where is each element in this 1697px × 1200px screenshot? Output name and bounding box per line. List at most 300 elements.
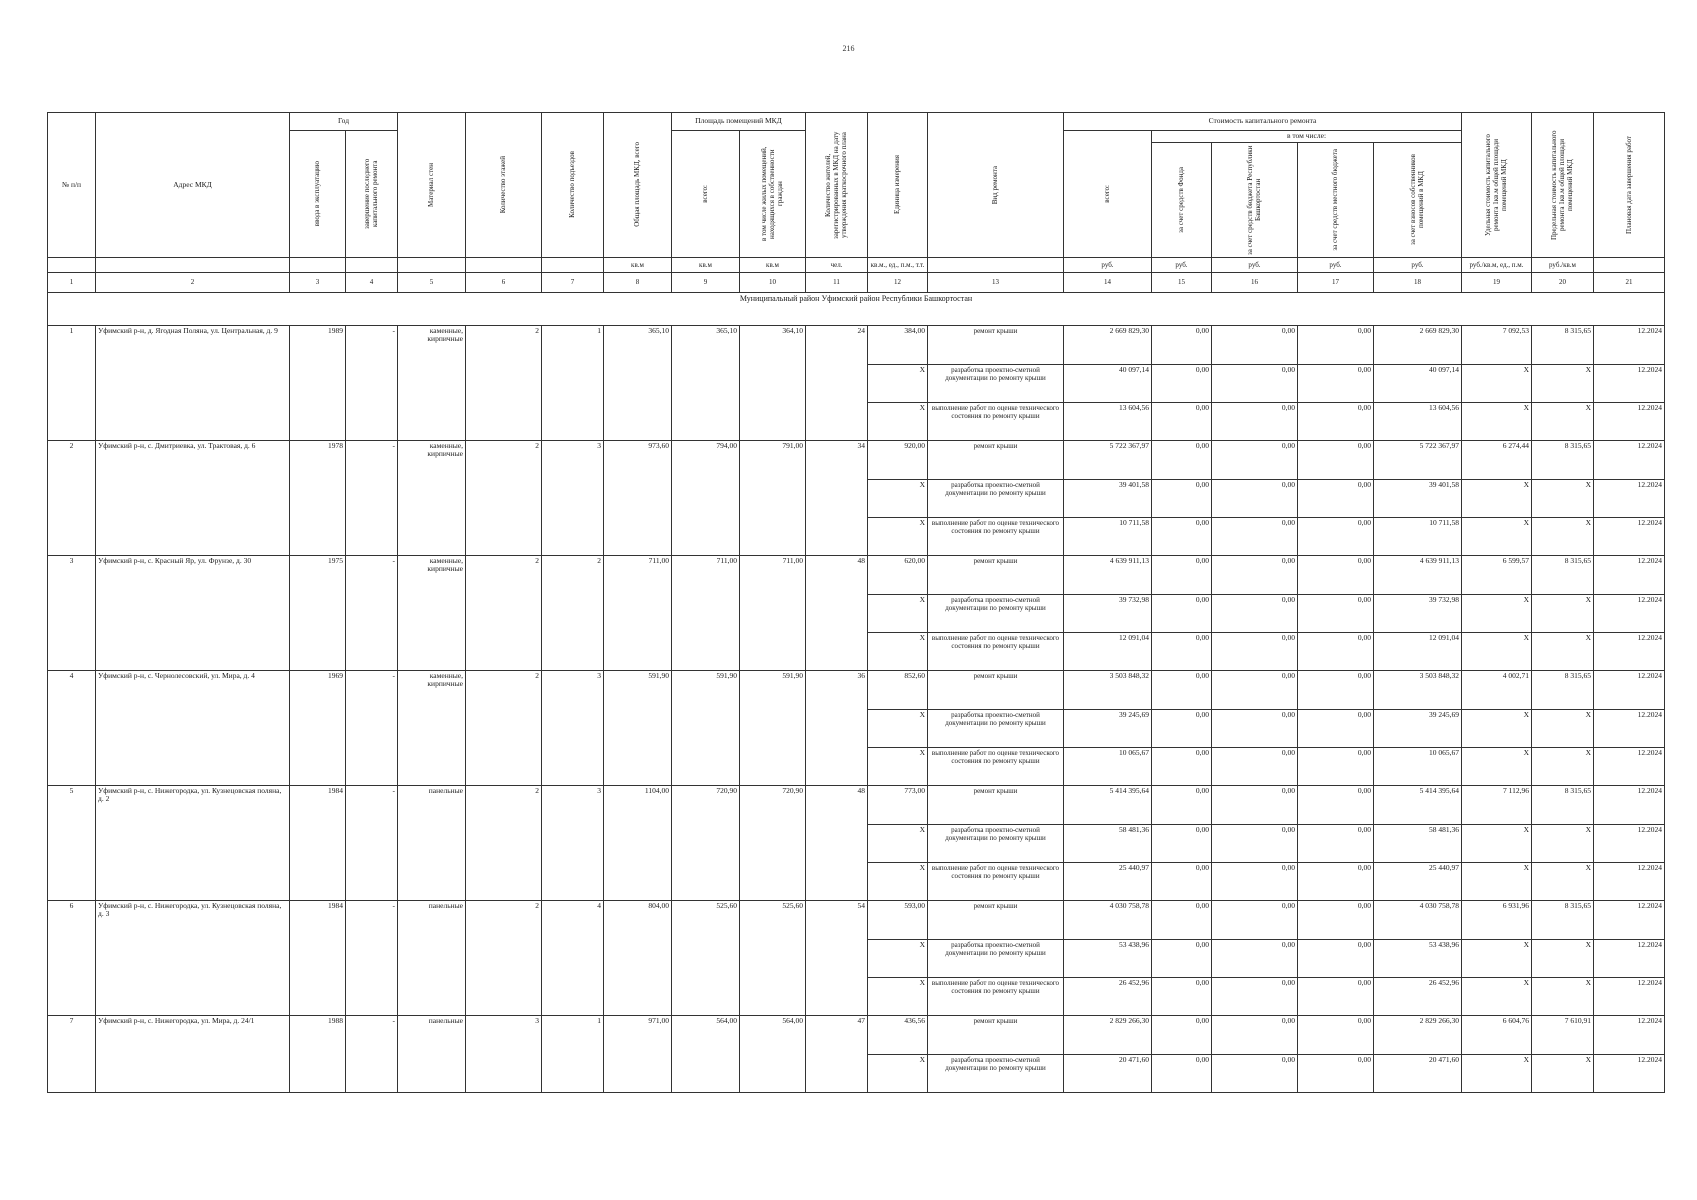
deadline-date: 12.2024 [1594,402,1665,440]
house-address: Уфимский р-н, с. Чернолесовский, ул. Мира, д. 4 [96,670,290,785]
unit-cell: кв.м [740,257,806,272]
table-row [48,325,1665,364]
limit-cost: X [1532,862,1594,900]
work-quantity: X [868,824,928,862]
cost-republic-budget: 0,00 [1212,900,1298,939]
cost-local-budget: 0,00 [1298,670,1374,709]
work-type: ремонт крыши [928,325,1064,364]
total-area: 1104,00 [604,785,672,900]
deadline-date: 12.2024 [1594,670,1665,709]
residents-count: 48 [806,785,868,900]
cost-local-budget: 0,00 [1298,1054,1374,1092]
limit-cost: X [1532,824,1594,862]
cost-total: 53 438,96 [1064,939,1152,977]
col-limit-cost-header: Предельная стоимость капитального ремонта 1кв.м общей площади помещений МКД [1532,113,1594,258]
specific-cost: X [1462,977,1532,1015]
cost-fund: 0,00 [1152,1054,1212,1092]
last-repair-year: - [346,1015,398,1092]
deadline-date: 12.2024 [1594,517,1665,555]
cost-total: 5 414 395,64 [1064,785,1152,824]
year-built: 1969 [290,670,346,785]
cost-owners: 2 829 266,30 [1374,1015,1462,1054]
col-specific-cost-header: Удельная стоимость капитального ремонта 1кв.м общей площади помещений МКД [1462,113,1532,258]
work-quantity: 852,60 [868,670,928,709]
cost-republic-budget: 0,00 [1212,670,1298,709]
cost-fund: 0,00 [1152,939,1212,977]
col-deadline-header: Плановая дата завершения работ [1594,113,1665,258]
cost-republic-budget: 0,00 [1212,977,1298,1015]
specific-cost: X [1462,517,1532,555]
deadline-date: 12.2024 [1594,747,1665,785]
table-row [48,670,1665,709]
work-quantity: X [868,862,928,900]
column-number: 12 [868,272,928,292]
cost-local-budget: 0,00 [1298,632,1374,670]
house-address: Уфимский р-н, с. Нижегородка, ул. Мира, д. 24/1 [96,1015,290,1092]
capital-repair-table [47,112,1665,1093]
work-type: выполнение работ по оценке технического состояния по ремонту крыши [928,632,1064,670]
region-title: Муниципальный район Уфимский район Республики Башкортостан [48,292,1665,325]
cost-fund: 0,00 [1152,325,1212,364]
column-number: 21 [1594,272,1665,292]
specific-cost: X [1462,479,1532,517]
column-number: 18 [1374,272,1462,292]
cost-owners: 10 065,67 [1374,747,1462,785]
work-quantity: X [868,479,928,517]
limit-cost: X [1532,939,1594,977]
column-number: 17 [1298,272,1374,292]
cost-republic-budget: 0,00 [1212,402,1298,440]
column-number: 6 [466,272,542,292]
limit-cost: X [1532,709,1594,747]
total-area: 711,00 [604,555,672,670]
column-number: 3 [290,272,346,292]
column-number: 10 [740,272,806,292]
column-number: 16 [1212,272,1298,292]
unit-cell: руб. [1064,257,1152,272]
cost-fund: 0,00 [1152,670,1212,709]
deadline-date: 12.2024 [1594,594,1665,632]
cost-owners: 39 401,58 [1374,479,1462,517]
cost-total: 12 091,04 [1064,632,1152,670]
column-number: 1 [48,272,96,292]
last-repair-year: - [346,785,398,900]
house-address: Уфимский р-н, д. Ягодная Поляна, ул. Центральная, д. 9 [96,325,290,440]
floors-count: 2 [466,440,542,555]
col-rb-header: за счет средств бюджета Республики Башкортостан [1212,142,1298,257]
house-address: Уфимский р-н, с. Нижегородка, ул. Кузнецовская поляна, д. 3 [96,900,290,1015]
house-number: 2 [48,440,96,555]
unit-cell: кв.м., ед., п.м., т.т. [868,257,928,272]
work-quantity: X [868,517,928,555]
cost-fund: 0,00 [1152,479,1212,517]
specific-cost: X [1462,594,1532,632]
unit-cell: руб./кв.м [1532,257,1594,272]
specific-cost: 6 931,96 [1462,900,1532,939]
column-number: 13 [928,272,1064,292]
total-area: 971,00 [604,1015,672,1092]
col-area-res-header: в том числе жилых помещений, находящихся в собственности граждан [740,131,806,258]
cost-owners: 3 503 848,32 [1374,670,1462,709]
deadline-date: 12.2024 [1594,555,1665,594]
floors-count: 2 [466,325,542,440]
work-type: выполнение работ по оценке технического состояния по ремонту крыши [928,747,1064,785]
house-number: 5 [48,785,96,900]
cost-total: 13 604,56 [1064,402,1152,440]
deadline-date: 12.2024 [1594,1054,1665,1092]
work-type: ремонт крыши [928,670,1064,709]
work-type: разработка проектно-сметной документации по ремонту крыши [928,364,1064,402]
cost-local-budget: 0,00 [1298,1015,1374,1054]
year-built: 1978 [290,440,346,555]
cost-owners: 40 097,14 [1374,364,1462,402]
work-quantity: 620,00 [868,555,928,594]
limit-cost: 7 610,91 [1532,1015,1594,1054]
column-number: 20 [1532,272,1594,292]
cost-owners: 20 471,60 [1374,1054,1462,1092]
entrances-count: 1 [542,325,604,440]
col-floors-header: Количество этажей [466,113,542,258]
wall-material: каменные, кирпичные [398,440,466,555]
limit-cost: X [1532,479,1594,517]
work-quantity: X [868,747,928,785]
cost-republic-budget: 0,00 [1212,364,1298,402]
cost-fund: 0,00 [1152,402,1212,440]
col-cost-group-header: Стоимость капитального ремонта [1064,113,1462,131]
specific-cost: 7 092,53 [1462,325,1532,364]
cost-total: 39 401,58 [1064,479,1152,517]
cost-fund: 0,00 [1152,440,1212,479]
year-built: 1975 [290,555,346,670]
limit-cost: X [1532,747,1594,785]
work-type: выполнение работ по оценке технического состояния по ремонту крыши [928,862,1064,900]
specific-cost: X [1462,824,1532,862]
area-residential: 564,00 [740,1015,806,1092]
area-total: 591,90 [672,670,740,785]
column-number: 15 [1152,272,1212,292]
col-cost-total-header: всего: [1064,131,1152,258]
entrances-count: 2 [542,555,604,670]
wall-material: каменные, кирпичные [398,325,466,440]
work-type: разработка проектно-сметной документации по ремонту крыши [928,594,1064,632]
limit-cost: 8 315,65 [1532,325,1594,364]
cost-owners: 53 438,96 [1374,939,1462,977]
work-type: ремонт крыши [928,1015,1064,1054]
work-type: разработка проектно-сметной документации по ремонту крыши [928,824,1064,862]
specific-cost: X [1462,364,1532,402]
unit-cell: кв.м [672,257,740,272]
deadline-date: 12.2024 [1594,440,1665,479]
cost-local-budget: 0,00 [1298,747,1374,785]
cost-local-budget: 0,00 [1298,555,1374,594]
unit-cell: руб. [1298,257,1374,272]
residents-count: 48 [806,555,868,670]
house-address: Уфимский р-н, с. Нижегородка, ул. Кузнецовская поляна, д. 2 [96,785,290,900]
work-quantity: X [868,709,928,747]
work-type: выполнение работ по оценке технического состояния по ремонту крыши [928,977,1064,1015]
cost-owners: 12 091,04 [1374,632,1462,670]
cost-fund: 0,00 [1152,1015,1212,1054]
year-built: 1988 [290,1015,346,1092]
cost-local-budget: 0,00 [1298,862,1374,900]
cost-republic-budget: 0,00 [1212,939,1298,977]
specific-cost: X [1462,939,1532,977]
cost-total: 40 097,14 [1064,364,1152,402]
work-quantity: 593,00 [868,900,928,939]
house-number: 4 [48,670,96,785]
cost-total: 4 030 758,78 [1064,900,1152,939]
cost-total: 10 711,58 [1064,517,1152,555]
area-total: 794,00 [672,440,740,555]
cost-total: 39 245,69 [1064,709,1152,747]
deadline-date: 12.2024 [1594,939,1665,977]
table-row [48,440,1665,479]
area-residential: 591,90 [740,670,806,785]
page-number: 216 [842,44,855,53]
cost-fund: 0,00 [1152,517,1212,555]
entrances-count: 3 [542,670,604,785]
cost-owners: 39 732,98 [1374,594,1462,632]
column-number: 4 [346,272,398,292]
house-number: 1 [48,325,96,440]
total-area: 591,90 [604,670,672,785]
specific-cost: 6 604,76 [1462,1015,1532,1054]
work-quantity: X [868,402,928,440]
cost-total: 26 452,96 [1064,977,1152,1015]
entrances-count: 3 [542,785,604,900]
cost-fund: 0,00 [1152,824,1212,862]
cost-owners: 26 452,96 [1374,977,1462,1015]
work-quantity: 384,00 [868,325,928,364]
year-built: 1984 [290,785,346,900]
deadline-date: 12.2024 [1594,977,1665,1015]
cost-fund: 0,00 [1152,900,1212,939]
cost-local-budget: 0,00 [1298,594,1374,632]
cost-republic-budget: 0,00 [1212,517,1298,555]
residents-count: 47 [806,1015,868,1092]
floors-count: 2 [466,555,542,670]
deadline-date: 12.2024 [1594,632,1665,670]
table-row [48,1015,1665,1054]
specific-cost: 4 002,71 [1462,670,1532,709]
limit-cost: X [1532,1054,1594,1092]
work-quantity: 920,00 [868,440,928,479]
work-type: разработка проектно-сметной документации по ремонту крыши [928,939,1064,977]
work-quantity: X [868,1054,928,1092]
total-area: 365,10 [604,325,672,440]
specific-cost: X [1462,632,1532,670]
limit-cost: 8 315,65 [1532,900,1594,939]
col-owners-header: за счет взносов собственников помещений в МКД [1374,142,1462,257]
cost-republic-budget: 0,00 [1212,479,1298,517]
cost-republic-budget: 0,00 [1212,594,1298,632]
column-number: 14 [1064,272,1152,292]
residents-count: 24 [806,325,868,440]
cost-owners: 39 245,69 [1374,709,1462,747]
col-area-total-header: всего: [672,131,740,258]
wall-material: каменные, кирпичные [398,670,466,785]
cost-republic-budget: 0,00 [1212,632,1298,670]
cost-republic-budget: 0,00 [1212,785,1298,824]
cost-republic-budget: 0,00 [1212,555,1298,594]
table-header [48,113,1665,293]
limit-cost: X [1532,594,1594,632]
deadline-date: 12.2024 [1594,709,1665,747]
col-local-header: за счет средств местного бюджета [1298,142,1374,257]
residents-count: 34 [806,440,868,555]
specific-cost: X [1462,709,1532,747]
cost-local-budget: 0,00 [1298,900,1374,939]
cost-republic-budget: 0,00 [1212,747,1298,785]
cost-owners: 4 030 758,78 [1374,900,1462,939]
deadline-date: 12.2024 [1594,1015,1665,1054]
column-number: 9 [672,272,740,292]
cost-local-budget: 0,00 [1298,824,1374,862]
column-number: 11 [806,272,868,292]
limit-cost: 8 315,65 [1532,670,1594,709]
last-repair-year: - [346,325,398,440]
limit-cost: X [1532,402,1594,440]
col-entrances-header: Количество подъездов [542,113,604,258]
specific-cost: X [1462,862,1532,900]
work-quantity: X [868,977,928,1015]
cost-republic-budget: 0,00 [1212,824,1298,862]
area-total: 720,90 [672,785,740,900]
limit-cost: X [1532,517,1594,555]
unit-cell: руб./кв.м, ед., п.м. [1462,257,1532,272]
entrances-count: 4 [542,900,604,1015]
work-type: ремонт крыши [928,785,1064,824]
work-type: выполнение работ по оценке технического состояния по ремонту крыши [928,402,1064,440]
unit-cell: руб. [1152,257,1212,272]
col-unit-header: Единица измерения [868,113,928,258]
area-total: 525,60 [672,900,740,1015]
column-number: 7 [542,272,604,292]
work-type: ремонт крыши [928,555,1064,594]
cost-total: 4 639 911,13 [1064,555,1152,594]
units-row [48,257,1665,272]
col-year-group-header: Год [290,113,398,131]
floors-count: 2 [466,785,542,900]
cost-local-budget: 0,00 [1298,440,1374,479]
cost-local-budget: 0,00 [1298,709,1374,747]
cost-owners: 25 440,97 [1374,862,1462,900]
cost-local-budget: 0,00 [1298,479,1374,517]
cost-total: 2 829 266,30 [1064,1015,1152,1054]
limit-cost: 8 315,65 [1532,555,1594,594]
area-total: 564,00 [672,1015,740,1092]
wall-material: панельные [398,1015,466,1092]
cost-total: 25 440,97 [1064,862,1152,900]
work-type: разработка проектно-сметной документации по ремонту крыши [928,479,1064,517]
specific-cost: 6 599,57 [1462,555,1532,594]
area-total: 365,10 [672,325,740,440]
cost-local-budget: 0,00 [1298,977,1374,1015]
cost-local-budget: 0,00 [1298,325,1374,364]
house-number: 3 [48,555,96,670]
specific-cost: X [1462,747,1532,785]
work-type: разработка проектно-сметной документации по ремонту крыши [928,1054,1064,1092]
work-type: ремонт крыши [928,900,1064,939]
area-residential: 711,00 [740,555,806,670]
unit-cell: руб. [1212,257,1298,272]
wall-material: панельные [398,900,466,1015]
col-total-area-header: Общая площадь МКД, всего [604,113,672,258]
limit-cost: X [1532,977,1594,1015]
cost-owners: 4 639 911,13 [1374,555,1462,594]
col-address-header: Адрес МКД [96,113,290,258]
limit-cost: 8 315,65 [1532,440,1594,479]
cost-republic-budget: 0,00 [1212,325,1298,364]
col-including-header: в том числе: [1152,131,1462,143]
column-number: 19 [1462,272,1532,292]
col-residents-header: Количество жителей, зарегистрированных в МКД на дату утверждения краткосрочного плана [806,113,868,258]
work-quantity: X [868,939,928,977]
column-numbers-row [48,272,1665,292]
work-quantity: X [868,594,928,632]
area-residential: 364,10 [740,325,806,440]
cost-fund: 0,00 [1152,977,1212,1015]
table-row [48,900,1665,939]
cost-owners: 58 481,36 [1374,824,1462,862]
work-quantity: X [868,632,928,670]
specific-cost: X [1462,1054,1532,1092]
col-year-built-header: ввода в эксплуатацию [290,131,346,258]
cost-fund: 0,00 [1152,632,1212,670]
cost-total: 3 503 848,32 [1064,670,1152,709]
cost-total: 39 732,98 [1064,594,1152,632]
cost-total: 58 481,36 [1064,824,1152,862]
house-number: 7 [48,1015,96,1092]
residents-count: 36 [806,670,868,785]
last-repair-year: - [346,440,398,555]
cost-fund: 0,00 [1152,555,1212,594]
work-type: разработка проектно-сметной документации по ремонту крыши [928,709,1064,747]
floors-count: 3 [466,1015,542,1092]
col-last-repair-header: завершение последнего капитального ремонта [346,131,398,258]
cost-owners: 5 722 367,97 [1374,440,1462,479]
limit-cost: X [1532,364,1594,402]
unit-cell: руб. [1374,257,1462,272]
cost-fund: 0,00 [1152,594,1212,632]
cost-owners: 13 604,56 [1374,402,1462,440]
entrances-count: 3 [542,440,604,555]
work-quantity: X [868,364,928,402]
floors-count: 2 [466,670,542,785]
total-area: 973,60 [604,440,672,555]
cost-local-budget: 0,00 [1298,785,1374,824]
total-area: 804,00 [604,900,672,1015]
cost-fund: 0,00 [1152,862,1212,900]
specific-cost: 7 112,96 [1462,785,1532,824]
cost-local-budget: 0,00 [1298,402,1374,440]
last-repair-year: - [346,670,398,785]
work-quantity: 773,00 [868,785,928,824]
last-repair-year: - [346,900,398,1015]
last-repair-year: - [346,555,398,670]
cost-republic-budget: 0,00 [1212,709,1298,747]
cost-owners: 10 711,58 [1374,517,1462,555]
cost-fund: 0,00 [1152,709,1212,747]
area-total: 711,00 [672,555,740,670]
col-work-type-header: Вид ремонта [928,113,1064,258]
deadline-date: 12.2024 [1594,325,1665,364]
cost-republic-budget: 0,00 [1212,440,1298,479]
year-built: 1989 [290,325,346,440]
table-row [48,785,1665,824]
col-num-header: № п/п [48,113,96,258]
cost-total: 5 722 367,97 [1064,440,1152,479]
